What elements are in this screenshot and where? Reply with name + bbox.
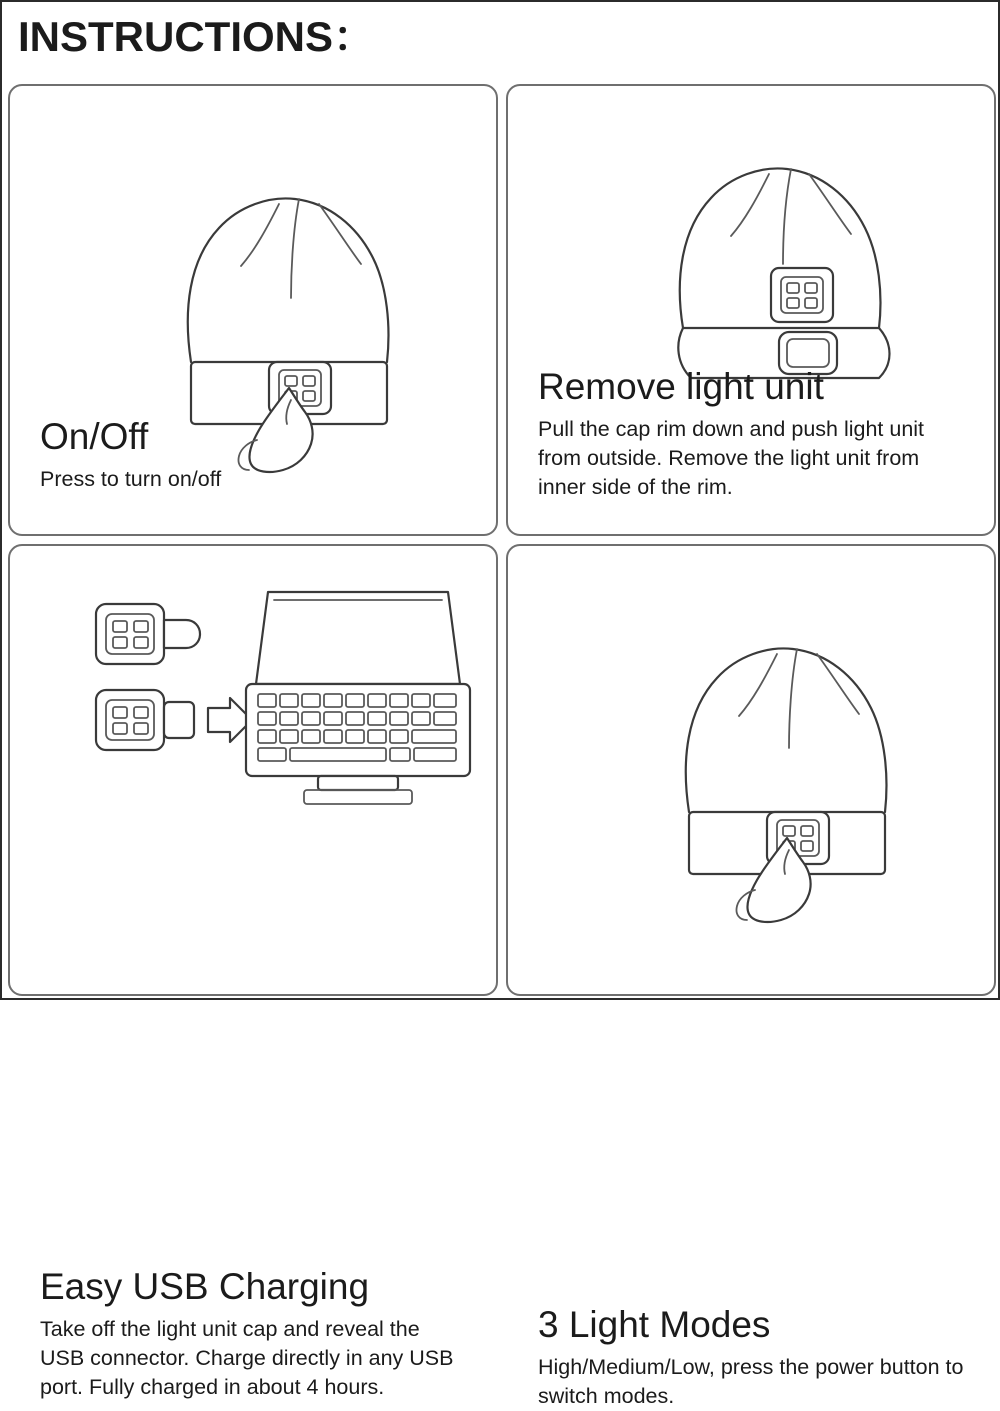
instruction-card-grid xyxy=(8,84,996,1409)
card-body: Take off the light unit cap and reveal the USB connector. Charge directly in any USB port. Fully charged in about 4 hours. xyxy=(40,1316,454,1400)
illustration-usb-charging xyxy=(10,586,496,816)
card-heading: On/Off xyxy=(40,416,149,457)
illustration-beanie-switch-modes xyxy=(508,556,994,886)
instruction-card-light-modes xyxy=(506,544,996,1409)
page-title: INSTRUCTIONS： xyxy=(18,13,376,60)
instruction-card-usb-charging xyxy=(8,544,498,1400)
instruction-card-remove-light-unit xyxy=(506,84,996,536)
illustration-beanie-remove-unit xyxy=(508,96,994,386)
card-body: Press to turn on/off xyxy=(40,466,222,491)
caption-usb-charging xyxy=(10,1268,496,1403)
card-body: Pull the cap rim down and push light unit from outside. Remove the light unit from inner side of the rim. xyxy=(538,416,925,500)
instruction-card-on-off xyxy=(8,84,498,536)
caption-remove-light-unit xyxy=(508,368,994,503)
card-heading: 3 Light Modes xyxy=(538,1304,771,1345)
card-heading: Remove light unit xyxy=(538,366,824,407)
illustration-beanie-press-button xyxy=(10,100,496,430)
caption-light-modes xyxy=(508,1306,994,1411)
card-heading: Easy USB Charging xyxy=(40,1266,370,1307)
card-body: High/Medium/Low, press the power button to switch modes. xyxy=(538,1354,964,1409)
caption-on-off xyxy=(10,418,496,494)
